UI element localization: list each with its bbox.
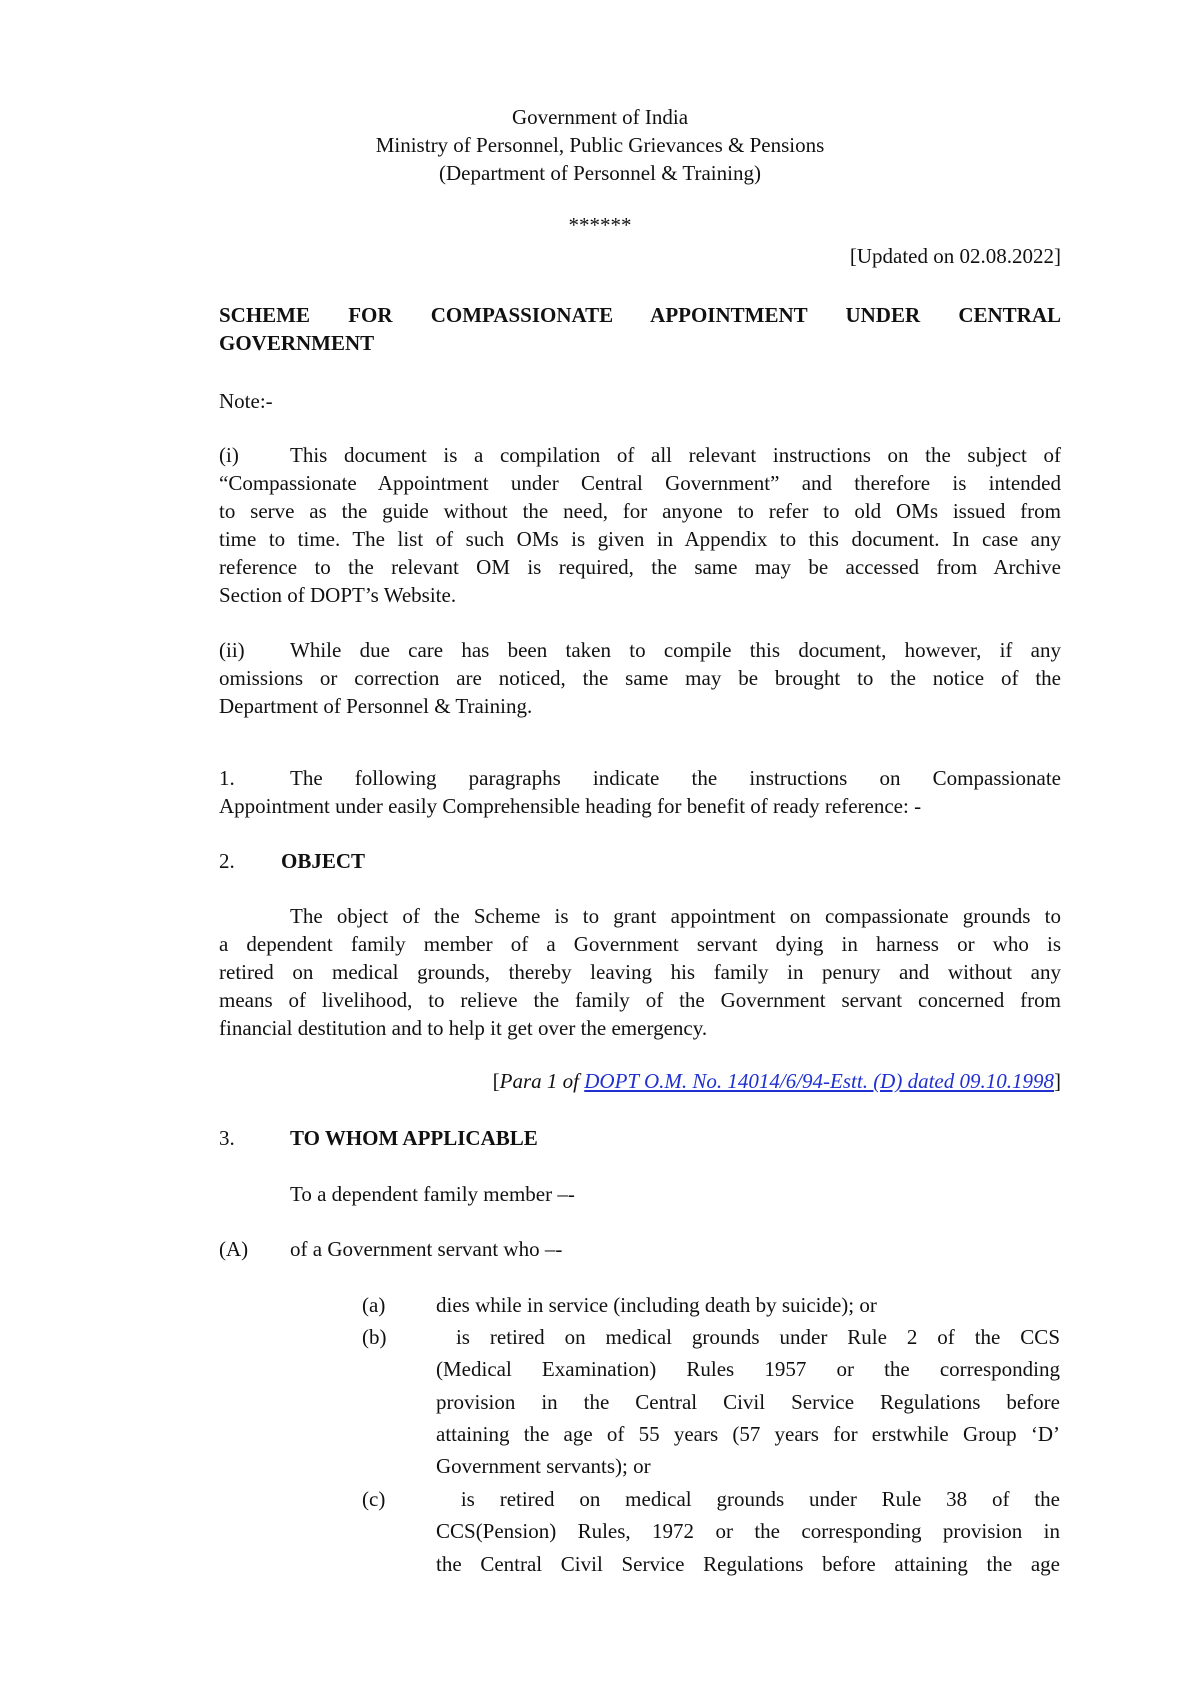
note-i-line-5: reference to the relevant OM is required, the same may be accessed from Archive: [219, 555, 1061, 579]
sub-item-c-letter: (c): [362, 1487, 386, 1511]
note-i-line-4: time to time. The list of such OMs is given in Appendix to this document. In case any: [219, 527, 1061, 551]
note-ii-line-1: While due care has been taken to compile this document, however, if any: [290, 638, 1061, 662]
sub-item-b-letter: (b): [362, 1325, 387, 1349]
para-2-line-3: retired on medical grounds, thereby leaving his family in penury and without any: [219, 960, 1061, 984]
note-ii-line-2: omissions or correction are noticed, the same may be brought to the notice of the: [219, 666, 1061, 690]
header-government: Government of India: [511, 105, 689, 129]
para-2-line-4: means of livelihood, to relieve the family of the Government servant concerned from: [219, 988, 1061, 1012]
para-3-heading: TO WHOM APPLICABLE: [290, 1126, 538, 1150]
sub-item-c-line-1: is retired on medical grounds under Rule 38 of the: [436, 1487, 1060, 1511]
header-separator-stars: ******: [568, 213, 632, 237]
note-i-marker: (i): [219, 443, 239, 467]
para-3-a-text: of a Government servant who –-: [290, 1237, 563, 1261]
para-3-a-marker: (A): [219, 1237, 249, 1261]
note-i-line-2: “Compassionate Appointment under Central Government” and therefore is intended: [219, 471, 1061, 495]
para-2-heading: OBJECT: [281, 849, 366, 873]
sub-item-b-line-3: provision in the Central Civil Service Regulations before: [436, 1390, 1060, 1414]
page-title-line-2: GOVERNMENT: [219, 331, 375, 355]
note-ii-line-3: Department of Personnel & Training.: [219, 694, 533, 718]
para-2-line-1: The object of the Scheme is to grant appointment on compassionate grounds to: [290, 904, 1061, 928]
header-department: (Department of Personnel & Training): [439, 161, 761, 185]
note-ii-marker: (ii): [219, 638, 245, 662]
para-3-intro: To a dependent family member –-: [290, 1182, 575, 1206]
sub-item-b-line-5: Government servants); or: [436, 1454, 651, 1478]
para-1-line-1: The following paragraphs indicate the instructions on Compassionate: [290, 766, 1061, 790]
para-3-number: 3.: [219, 1126, 235, 1150]
sub-item-b-line-2: (Medical Examination) Rules 1957 or the corresponding: [436, 1357, 1060, 1381]
sub-item-a-letter: (a): [362, 1293, 386, 1317]
para-1-number: 1.: [219, 766, 235, 790]
sub-item-c-line-2: CCS(Pension) Rules, 1972 or the corresponding provision in: [436, 1519, 1060, 1543]
page-title-line-1: SCHEME FOR COMPASSIONATE APPOINTMENT UNDER CENTRAL: [219, 303, 1061, 327]
updated-date: [Updated on 02.08.2022]: [849, 244, 1061, 268]
reference-close-bracket: ]: [1054, 1069, 1061, 1093]
note-i-line-1: This document is a compilation of all relevant instructions on the subject of: [290, 443, 1061, 467]
para-2-line-5: financial destitution and to help it get over the emergency.: [219, 1016, 708, 1040]
sub-item-c-line-3: the Central Civil Service Regulations before attaining the age: [436, 1552, 1060, 1576]
header-ministry: Ministry of Personnel, Public Grievances & Pensions: [375, 133, 825, 157]
para-1-line-2: Appointment under easily Comprehensible heading for benefit of ready reference: -: [219, 794, 922, 818]
reference-prefix: Para 1 of: [499, 1069, 585, 1093]
para-2-number: 2.: [219, 849, 235, 873]
sub-item-b-line-1: is retired on medical grounds under Rule 2 of the CCS: [436, 1325, 1060, 1349]
note-label: Note:-: [219, 389, 273, 413]
sub-item-b-line-4: attaining the age of 55 years (57 years for erstwhile Group ‘D’: [436, 1422, 1060, 1446]
reference-open-bracket: [: [492, 1069, 500, 1093]
para-2-line-2: a dependent family member of a Government servant dying in harness or who is: [219, 932, 1061, 956]
sub-item-a-line-1: dies while in service (including death by suicide); or: [436, 1293, 877, 1317]
dopt-om-link[interactable]: DOPT O.M. No. 14014/6/94-Estt. (D) dated 09.10.1998: [584, 1069, 1054, 1093]
note-i-line-3: to serve as the guide without the need, for anyone to refer to old OMs issued from: [219, 499, 1061, 523]
para-2-reference: [219, 1068, 1061, 1096]
note-i-line-6: Section of DOPT’s Website.: [219, 583, 457, 607]
